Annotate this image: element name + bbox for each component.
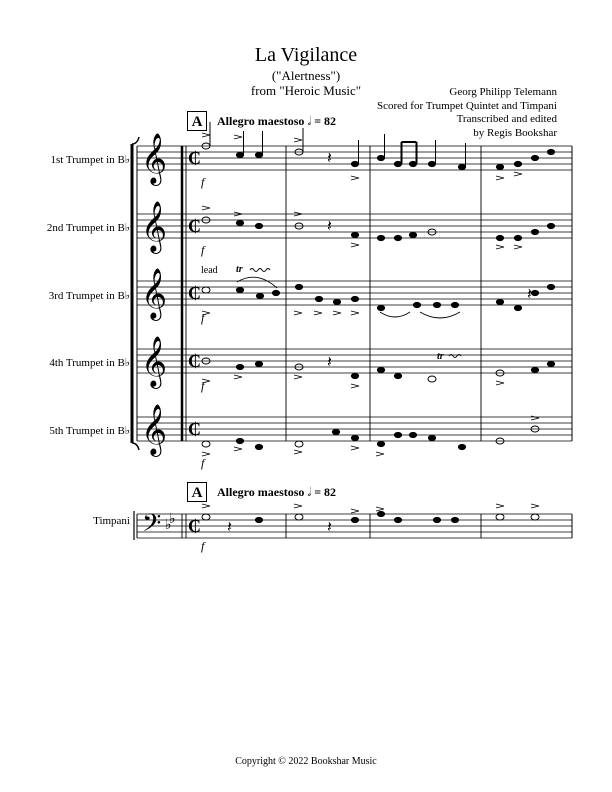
score-subtitle-source: from "Heroic Music" xyxy=(250,83,362,98)
copyright-footer: Copyright © 2022 Bookshar Music xyxy=(235,756,377,767)
flat-key-signature-icon: ♭ xyxy=(169,512,176,527)
svg-text:𝄞: 𝄞 xyxy=(141,202,168,251)
svg-text:₵: ₵ xyxy=(188,216,201,236)
slur-icon xyxy=(237,277,277,288)
rehearsal-mark-a-timpani: A xyxy=(187,482,207,502)
trill-mark-1: tr xyxy=(236,264,243,275)
treble-clef-icons xyxy=(141,134,167,457)
rehearsal-mark-a: A xyxy=(187,111,207,131)
tempo-value-timpani: = 82 xyxy=(314,485,337,499)
cut-time-icons xyxy=(188,148,201,536)
quarter-rest-icons xyxy=(227,150,532,536)
tempo-text: Allegro maestoso xyxy=(217,114,305,128)
credit-line-editor: by Regis Bookshar xyxy=(473,126,557,139)
trill-ornaments xyxy=(237,269,461,358)
svg-text:₵: ₵ xyxy=(188,283,201,303)
tempo-text-timpani: Allegro maestoso xyxy=(217,485,305,499)
dynamic-forte-trumpet-1: f xyxy=(201,175,205,189)
credit-line-transcribed: Transcribed and edited xyxy=(456,113,557,125)
credit-line-composer: Georg Philipp Telemann xyxy=(449,86,557,98)
svg-text:♭: ♭ xyxy=(165,518,172,533)
svg-text:₵: ₵ xyxy=(188,419,201,439)
instrument-label-timpani: Timpani xyxy=(93,515,130,527)
lead-annotation: lead xyxy=(201,265,218,276)
instrument-label-trumpet-5: 5th Trumpet in B♭ xyxy=(49,425,130,437)
bass-clef-icon: 𝄢 xyxy=(142,510,162,543)
dynamic-forte-trumpet-5: f xyxy=(201,456,205,470)
instrument-label-trumpet-3: 3rd Trumpet in B♭ xyxy=(48,290,130,302)
svg-text:𝄽: 𝄽 xyxy=(527,286,532,303)
dynamic-forte-trumpet-3: f xyxy=(201,311,205,325)
dynamic-forte-trumpet-2: f xyxy=(201,243,205,257)
instrument-label-trumpet-2: 2nd Trumpet in B♭ xyxy=(46,222,130,234)
svg-text:𝄽: 𝄽 xyxy=(327,150,332,167)
half-note-icon: 𝅗𝅥 xyxy=(307,114,312,128)
accent-marks xyxy=(202,133,539,513)
svg-text:𝄽: 𝄽 xyxy=(327,519,332,536)
score-subtitle-alertness: ("Alertness") xyxy=(271,68,341,83)
dynamic-forte-trumpet-4: f xyxy=(201,379,205,393)
svg-text:𝄞: 𝄞 xyxy=(141,134,168,183)
staff-lines xyxy=(137,146,572,538)
svg-text:𝄽: 𝄽 xyxy=(327,218,332,235)
svg-text:𝄞: 𝄞 xyxy=(141,405,168,454)
svg-text:𝄽: 𝄽 xyxy=(327,354,332,371)
dynamic-forte-timpani: f xyxy=(201,539,205,553)
svg-text:𝄞: 𝄞 xyxy=(141,337,168,386)
note-heads xyxy=(202,122,555,523)
score-title: La Vigilance xyxy=(254,44,358,66)
svg-text:𝄞: 𝄞 xyxy=(141,269,168,318)
svg-text:₵: ₵ xyxy=(188,516,201,536)
svg-text:₵: ₵ xyxy=(188,351,201,371)
half-note-icon: 𝅗𝅥 xyxy=(307,485,312,499)
tempo-value: = 82 xyxy=(314,114,337,128)
svg-text:𝄽: 𝄽 xyxy=(227,519,232,536)
svg-text:₵: ₵ xyxy=(188,148,201,168)
instrument-label-trumpet-4: 4th Trumpet in B♭ xyxy=(49,357,130,369)
barlines xyxy=(286,146,481,441)
trumpet-system xyxy=(132,137,572,540)
trill-mark-2: tr xyxy=(437,351,444,362)
instrument-label-trumpet-1: 1st Trumpet in B♭ xyxy=(50,154,130,166)
credit-line-scoring: Scored for Trumpet Quintet and Timpani xyxy=(377,99,557,112)
